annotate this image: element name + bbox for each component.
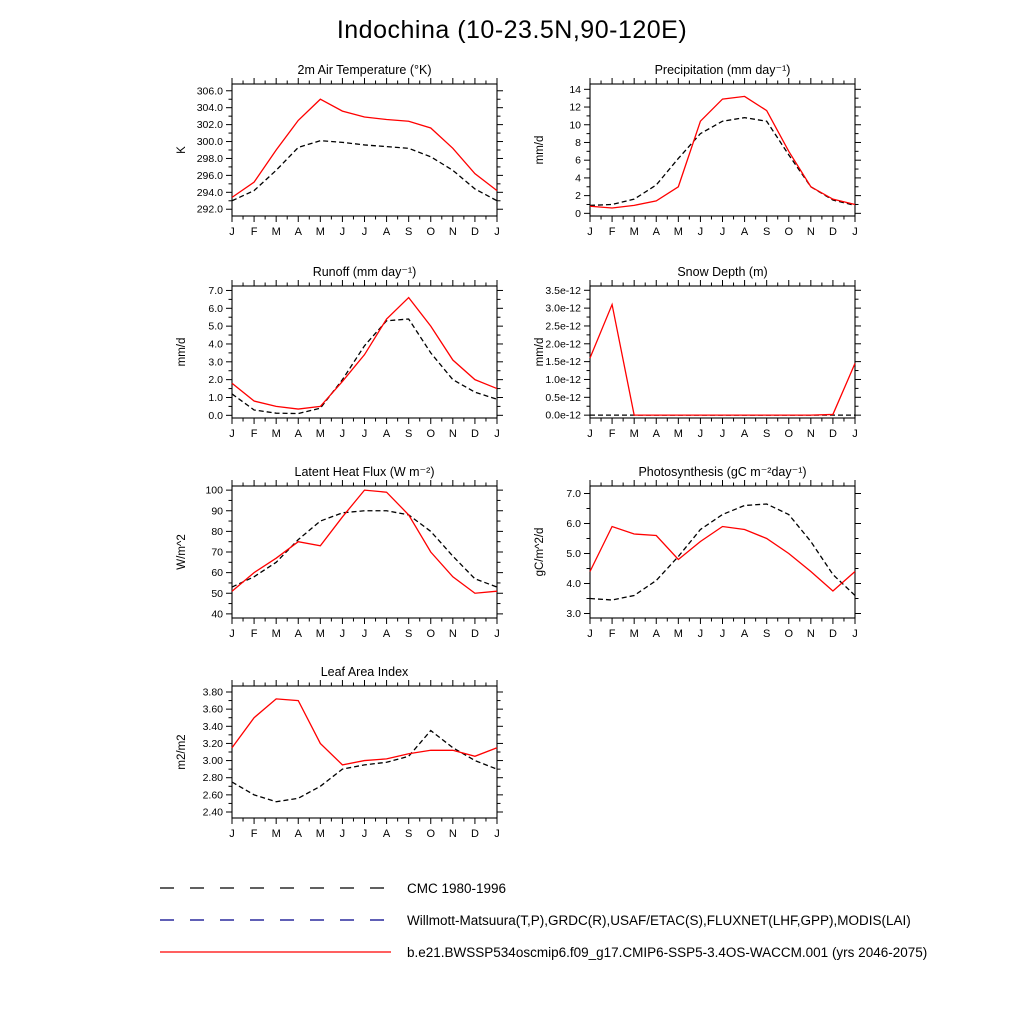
y-tick-label: 70 (211, 546, 223, 559)
plot-border (232, 486, 497, 618)
y-tick-label: 3.5e-12 (545, 284, 581, 297)
y-tick-label: 3.20 (202, 737, 223, 750)
x-tick-label: O (426, 628, 436, 640)
x-tick-label: M (271, 226, 281, 238)
plot-border (590, 84, 855, 216)
series-model-line (232, 298, 497, 409)
x-tick-label: J (697, 428, 704, 440)
x-tick-label: J (361, 828, 368, 840)
chart-title: Latent Heat Flux (W m⁻²) (294, 465, 435, 479)
y-tick-label: 0.0e-12 (545, 409, 581, 422)
y-tick-label: 1.0e-12 (545, 373, 581, 386)
x-tick-label: A (652, 226, 660, 238)
chart-title: Snow Depth (m) (677, 265, 768, 279)
x-tick-label: A (382, 828, 391, 840)
y-tick-label: 1.5e-12 (545, 356, 581, 369)
x-tick-label: F (250, 428, 258, 440)
x-tick-label: N (806, 628, 815, 640)
x-tick-label: S (404, 226, 413, 238)
y-tick-label: 2.0e-12 (545, 338, 581, 351)
y-tick-label: 60 (211, 567, 223, 580)
legend-label-cmc: CMC 1980-1996 (407, 880, 507, 896)
series-model-line (232, 490, 497, 593)
y-tick-label: 90 (211, 505, 223, 518)
x-tick-label: J (494, 828, 500, 840)
legend-line-obs (158, 910, 393, 930)
x-tick-label: J (852, 226, 858, 238)
x-tick-label: N (448, 226, 457, 238)
y-tick-label: 2 (575, 190, 581, 203)
x-tick-label: A (382, 428, 391, 440)
x-tick-label: F (250, 628, 258, 640)
y-tick-label: 7.0 (566, 488, 581, 500)
plot-border (232, 286, 497, 418)
x-tick-label: S (762, 628, 771, 640)
x-tick-label: J (229, 628, 235, 640)
x-tick-label: M (673, 428, 683, 440)
x-tick-label: A (294, 226, 302, 238)
legend-label-model: b.e21.BWSSP534oscmip6.f09_g17.CMIP6-SSP5-3.4OS-WACCM.001 (yrs 2046-2075) (407, 944, 928, 960)
series-obs-line (232, 141, 497, 201)
y-tick-label: 5.0 (208, 320, 223, 333)
x-tick-label: S (762, 226, 771, 238)
y-tick-label: 3.0 (566, 608, 581, 620)
y-tick-label: 2.40 (202, 806, 223, 819)
chart-runoff (170, 262, 510, 462)
legend (158, 872, 927, 968)
x-tick-label: N (806, 226, 815, 238)
y-tick-label: 80 (211, 525, 223, 538)
series-model-line (590, 305, 855, 416)
y-tick-label: 2.5e-12 (545, 320, 581, 333)
y-tick-label: 6 (575, 154, 581, 167)
x-tick-label: M (629, 628, 639, 640)
legend-line-model (158, 942, 393, 962)
y-tick-label: 100 (205, 484, 223, 497)
x-tick-label: M (271, 428, 281, 440)
chart-leaf-area-index (170, 662, 510, 862)
x-tick-label: M (673, 226, 683, 238)
x-tick-label: S (404, 828, 413, 840)
y-tick-label: 7.0 (208, 284, 223, 297)
x-tick-label: S (404, 428, 413, 440)
chart-snow-depth (528, 262, 868, 462)
x-tick-label: M (271, 628, 281, 640)
x-tick-label: D (470, 628, 479, 640)
series-obs-line (590, 504, 855, 600)
x-tick-label: M (315, 828, 325, 840)
y-tick-label: 3.40 (202, 720, 223, 733)
chart-title: Runoff (mm day⁻¹) (312, 265, 417, 279)
x-tick-label: J (339, 226, 346, 238)
x-tick-label: J (587, 428, 593, 440)
y-tick-label: 5.0 (566, 548, 581, 560)
x-tick-label: A (382, 226, 391, 238)
y-tick-label: 2.0 (208, 374, 223, 387)
y-tick-label: 40 (211, 608, 223, 621)
y-tick-label: 304.0 (196, 102, 223, 115)
series-obs-line (232, 319, 497, 414)
chart-title: 2m Air Temperature (°K) (297, 63, 432, 77)
y-tick-label: 14 (569, 83, 581, 96)
series-obs-line (232, 511, 497, 587)
x-tick-label: D (470, 828, 479, 840)
y-tick-label: 292.0 (196, 203, 223, 216)
x-tick-label: J (587, 226, 593, 238)
x-tick-label: D (828, 628, 837, 640)
x-tick-label: M (315, 226, 325, 238)
y-tick-label: 306.0 (196, 85, 223, 98)
x-tick-label: O (426, 828, 436, 840)
y-axis-label: K (176, 146, 188, 154)
y-tick-label: 3.0 (208, 356, 223, 369)
y-axis-label: W/m^2 (176, 534, 188, 570)
y-tick-label: 294.0 (196, 186, 223, 199)
chart-photosynthesis (528, 462, 868, 662)
x-tick-label: O (784, 628, 794, 640)
x-tick-label: J (229, 428, 235, 440)
y-axis-label: m2/m2 (176, 734, 188, 770)
x-tick-label: S (762, 428, 771, 440)
x-tick-label: N (448, 828, 457, 840)
y-axis-label: mm/d (534, 337, 546, 367)
chart-precipitation (528, 60, 868, 260)
x-tick-label: A (652, 428, 660, 440)
x-tick-label: F (250, 226, 258, 238)
chart-latent-heat-flux (170, 462, 510, 662)
series-obs-line (590, 118, 855, 206)
x-tick-label: J (852, 428, 858, 440)
x-tick-label: J (361, 628, 368, 640)
y-tick-label: 12 (569, 101, 581, 114)
y-tick-label: 10 (569, 119, 581, 132)
y-tick-label: 3.80 (202, 686, 223, 699)
x-tick-label: J (494, 428, 500, 440)
x-tick-label: J (229, 828, 235, 840)
x-tick-label: F (608, 628, 616, 640)
x-tick-label: A (740, 226, 749, 238)
x-tick-label: J (852, 628, 858, 640)
y-tick-label: 296.0 (196, 169, 223, 182)
x-tick-label: D (828, 428, 837, 440)
x-tick-label: A (294, 428, 302, 440)
legend-item-obs (158, 904, 927, 936)
x-tick-label: J (494, 226, 500, 238)
x-tick-label: A (382, 628, 391, 640)
x-tick-label: J (339, 628, 346, 640)
y-tick-label: 0 (575, 207, 581, 220)
y-tick-label: 3.00 (202, 755, 223, 768)
x-tick-label: N (448, 428, 457, 440)
x-tick-label: J (719, 628, 726, 640)
y-axis-label: gC/m^2/d (534, 527, 546, 577)
x-tick-label: M (315, 628, 325, 640)
y-tick-label: 6.0 (566, 518, 581, 530)
x-tick-label: F (608, 226, 616, 238)
legend-line-cmc (158, 878, 393, 898)
x-tick-label: O (784, 428, 794, 440)
x-tick-label: A (294, 628, 302, 640)
x-tick-label: D (470, 428, 479, 440)
y-tick-label: 6.0 (208, 302, 223, 315)
x-tick-label: O (426, 226, 436, 238)
x-tick-label: O (784, 226, 794, 238)
x-tick-label: A (740, 628, 749, 640)
y-tick-label: 0.5e-12 (545, 391, 581, 404)
series-model-line (232, 699, 497, 765)
x-tick-label: F (608, 428, 616, 440)
x-tick-label: J (229, 226, 235, 238)
x-tick-label: F (250, 828, 258, 840)
x-tick-label: D (470, 226, 479, 238)
chart-title: Precipitation (mm day⁻¹) (654, 63, 791, 77)
plot-border (590, 286, 855, 418)
y-tick-label: 4.0 (208, 338, 223, 351)
y-tick-label: 2.60 (202, 789, 223, 802)
x-tick-label: A (740, 428, 749, 440)
x-tick-label: M (629, 226, 639, 238)
x-tick-label: A (652, 628, 660, 640)
y-tick-label: 298.0 (196, 152, 223, 165)
series-obs-line (232, 731, 497, 802)
y-tick-label: 8 (575, 136, 581, 149)
y-tick-label: 2.80 (202, 772, 223, 785)
chart-title: Leaf Area Index (320, 665, 409, 679)
x-tick-label: M (629, 428, 639, 440)
y-tick-label: 4 (575, 172, 581, 185)
figure-title: Indochina (10-23.5N,90-120E) (336, 16, 688, 44)
legend-item-cmc (158, 872, 927, 904)
legend-item-model (158, 936, 927, 968)
y-tick-label: 1.0 (208, 391, 223, 404)
chart-air-temperature (170, 60, 510, 260)
x-tick-label: M (271, 828, 281, 840)
y-axis-label: mm/d (534, 135, 546, 165)
series-model-line (590, 96, 855, 208)
y-tick-label: 0.0 (208, 409, 223, 422)
x-tick-label: N (806, 428, 815, 440)
x-tick-label: M (673, 628, 683, 640)
x-tick-label: A (294, 828, 302, 840)
y-tick-label: 3.60 (202, 703, 223, 716)
x-tick-label: J (361, 226, 368, 238)
x-tick-label: J (587, 628, 593, 640)
x-tick-label: S (404, 628, 413, 640)
series-model-line (590, 527, 855, 592)
x-tick-label: N (448, 628, 457, 640)
x-tick-label: J (697, 628, 704, 640)
x-tick-label: J (339, 428, 346, 440)
x-tick-label: J (339, 828, 346, 840)
x-tick-label: J (361, 428, 368, 440)
x-tick-label: J (494, 628, 500, 640)
y-tick-label: 4.0 (566, 578, 581, 590)
plot-border (232, 84, 497, 216)
y-tick-label: 3.0e-12 (545, 302, 581, 315)
y-axis-label: mm/d (176, 337, 188, 367)
x-tick-label: O (426, 428, 436, 440)
x-tick-label: D (828, 226, 837, 238)
y-tick-label: 302.0 (196, 119, 223, 132)
y-tick-label: 50 (211, 587, 223, 600)
x-tick-label: J (719, 428, 726, 440)
y-tick-label: 300.0 (196, 136, 223, 149)
plot-border (590, 486, 855, 618)
chart-title: Photosynthesis (gC m⁻²day⁻¹) (638, 465, 807, 479)
x-tick-label: J (719, 226, 726, 238)
x-tick-label: J (697, 226, 704, 238)
x-tick-label: M (315, 428, 325, 440)
series-model-line (232, 99, 497, 197)
legend-label-obs: Willmott-Matsuura(T,P),GRDC(R),USAF/ETAC(S),FLUXNET(LHF,GPP),MODIS(LAI) (407, 912, 911, 928)
